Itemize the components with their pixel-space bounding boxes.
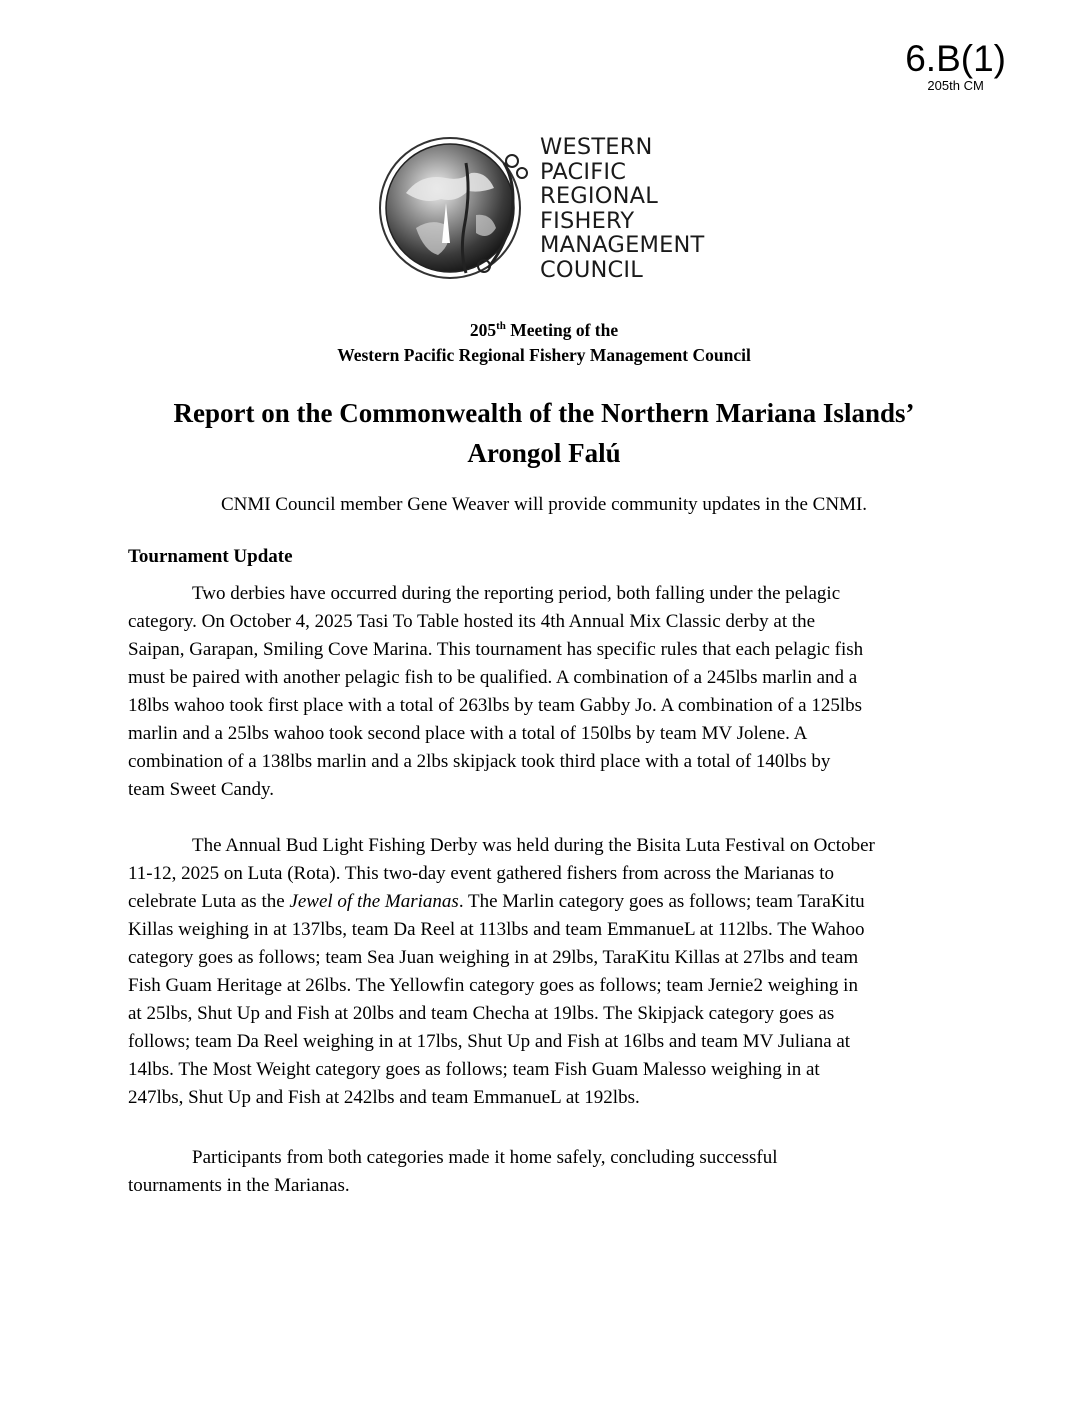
italic-phrase: Jewel of the Marianas [289, 891, 459, 912]
paragraph-line: Two derbies have occurred during the reporting period, both falling under the pelagic [192, 583, 841, 604]
paragraph-line: team Sweet Candy. [128, 779, 274, 800]
logo-text-line: FISHERY [540, 207, 635, 234]
logo-text-line: REGIONAL [540, 183, 658, 210]
paragraph-line: category goes as follows; team Sea Juan weighing in at 29lbs, TaraKitu Killas at 27lbs and team [128, 947, 859, 968]
paragraph-line: 247lbs, Shut Up and Fish at 242lbs and team EmmanueL at 192lbs. [128, 1087, 640, 1108]
paragraph-text: . The Marlin category goes as follows; team TaraKitu [458, 891, 865, 912]
paragraph-line: Participants from both categories made it home safely, concluding successful [192, 1147, 778, 1168]
agenda-item-code [905, 40, 1006, 92]
paragraph-line: The Annual Bud Light Fishing Derby was held during the Bisita Luta Festival on October [192, 835, 875, 856]
paragraph-line: at 25lbs, Shut Up and Fish at 20lbs and team Checha at 19lbs. The Skipjack category goes as [128, 1003, 835, 1024]
paragraph-line: 11-12, 2025 on Luta (Rota). This two-day event gathered fishers from across the Marianas to [128, 863, 834, 884]
paragraph-line: Saipan, Garapan, Smiling Cove Marina. This tournament has specific rules that each pelagic fish [128, 639, 864, 660]
paragraph-derbies [128, 580, 968, 804]
paragraph-line: must be paired with another pelagic fish to be qualified. A combination of a 245lbs marlin and a [128, 667, 858, 688]
paragraph-text: celebrate Luta as the [128, 891, 290, 912]
meeting-ordinal-suffix: th [496, 320, 506, 333]
paragraph-bud-light-derby [128, 832, 968, 1112]
paragraph-line: 18lbs wahoo took first place with a total of 263lbs by team Gabby Jo. A combination of a 125lbs [128, 695, 863, 716]
agenda-item-number: 6.B(1) [905, 38, 1006, 79]
logo-text-line: MANAGEMENT [540, 232, 705, 259]
paragraph-line: 14lbs. The Most Weight category goes as follows; team Fish Guam Malesso weighing in at [128, 1059, 820, 1080]
logo-text-line: PACIFIC [540, 158, 627, 185]
council-logo [376, 133, 716, 283]
paragraph-conclusion [128, 1144, 968, 1200]
paragraph-line: Fish Guam Heritage at 26lbs. The Yellowfin category goes as follows; team Jernie2 weighing in [128, 975, 858, 996]
paragraph-line: combination of a 138lbs marlin and a 2lbs skipjack took third place with a total of 140lbs by [128, 751, 831, 772]
meeting-heading [0, 318, 1088, 368]
report-title-line1: Report on the Commonwealth of the Northern Mariana Islands’ [173, 398, 915, 428]
report-title [0, 393, 1088, 473]
report-title-line2: Arongol Falú [467, 438, 621, 468]
paragraph-line [128, 888, 968, 916]
meeting-heading-line2: Western Pacific Regional Fishery Management Council [337, 345, 751, 365]
paragraph-line: follows; team Da Reel weighing in at 17lbs, Shut Up and Fish at 16lbs and team MV Juliana at [128, 1031, 851, 1052]
logo-text-line: COUNCIL [540, 256, 644, 283]
meeting-code: 205th CM [927, 78, 984, 93]
council-name-logo-text [540, 135, 705, 283]
meeting-heading-line1 [0, 318, 1088, 343]
globe-logo-icon [376, 133, 534, 283]
meeting-heading-text: Meeting of the [505, 320, 619, 340]
paragraph-line: tournaments in the Marianas. [128, 1175, 350, 1196]
paragraph-line: category. On October 4, 2025 Tasi To Table hosted its 4th Annual Mix Classic derby at the [128, 611, 816, 632]
section-heading: Tournament Update [128, 546, 293, 567]
intro-text: CNMI Council member Gene Weaver will provide community updates in the CNMI. [220, 494, 868, 515]
paragraph-line: marlin and a 25lbs wahoo took second place with a total of 150lbs by team MV Jolene. A [128, 723, 808, 744]
logo-text-line: WESTERN [540, 134, 653, 160]
paragraph-line: Killas weighing in at 137lbs, team Da Reel at 113lbs and team EmmanueL at 112lbs. The Wahoo [128, 919, 865, 940]
meeting-number: 205 [469, 320, 497, 340]
